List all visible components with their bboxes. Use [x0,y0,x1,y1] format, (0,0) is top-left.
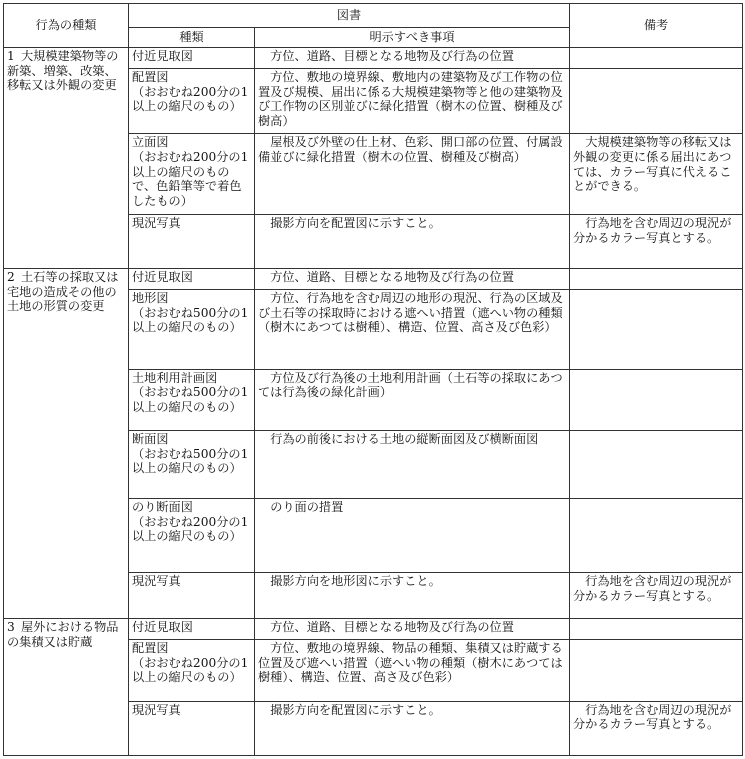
drawing-kind-name: 現況写真 [132,574,181,589]
required-items-cell: 方位、敷地の境界線、敷地内の建築物及び工作物の位置及び規模、届出に係る大規模建築物等と他の建築物及び工作物の区別並びに緑化措置（樹木の位置、樹種及び樹高） [255,69,570,134]
drawings-requirement-table [3,3,743,756]
remarks-cell [570,290,743,370]
remarks-cell [570,619,743,640]
drawing-kind-cell [129,269,255,290]
drawing-scale-note: （おおむね500分の1以上の縮尺のもの） [132,305,249,335]
remarks-cell [570,69,743,134]
drawing-kind-name: のり断面図 [132,500,193,515]
required-items-cell: のり面の措置 [255,499,570,573]
drawing-kind-name: 付近見取図 [132,49,193,63]
drawing-kind-name: 配置図 [132,641,169,656]
required-items-cell: 撮影方向を配置図に示すこと。 [255,701,570,755]
remarks-cell [570,369,743,431]
category-cell [4,269,129,619]
header-category: 行為の種類 [4,4,129,48]
drawing-kind-name: 付近見取図 [132,620,193,635]
drawing-kind-cell [129,573,255,619]
required-items-cell: 行為の前後における土地の縦断面図及び横断面図 [255,431,570,499]
drawing-scale-note: （おおむね200分の1以上の縮尺のもの） [132,84,249,114]
category-title: 大規模建築物等の新築、増築、改築、移転又は外観の変更 [7,49,119,93]
drawing-kind-name: 配置図 [132,70,169,85]
remarks-cell [570,48,743,69]
required-items-cell: 方位及び行為後の土地利用計画（土石等の採取にあつては行為後の緑化計画） [255,369,570,431]
table-row [4,48,743,69]
table-row [4,269,743,290]
drawing-kind-name: 断面図 [132,432,169,447]
drawing-kind-cell [129,431,255,499]
category-number: 3 [7,620,15,635]
required-items-cell: 方位、道路、目標となる地物及び行為の位置 [255,48,570,69]
remarks-cell [570,499,743,573]
remarks-cell: 大規模建築物等の移転又は外観の変更に係る届出にあつては、カラー写真に代えることができる。 [570,134,743,215]
category-cell [4,48,129,269]
table-row [4,619,743,640]
drawing-kind-name: 地形図 [132,291,169,306]
drawing-kind-cell [129,214,255,268]
required-items-cell: 方位、敷地の境界線、物品の種類、集積又は貯蔵する位置及び遮へい措置（遮へい物の種類（樹木にあつては樹種）、構造、位置、高さ及び色彩） [255,640,570,702]
drawing-kind-name: 土地利用計画図 [132,370,218,385]
remarks-cell [570,640,743,702]
remarks-cell: 行為地を含む周辺の現況が分かるカラー写真とする。 [570,214,743,268]
table-body [4,48,743,756]
required-items-cell: 方位、行為地を含む周辺の地形の現況、行為の区域及び土石等の採取時における遮へい措置（遮へい物の種類（樹木にあつては樹種）、構造、位置、高さ及び色彩） [255,290,570,370]
required-items-cell: 方位、道路、目標となる地物及び行為の位置 [255,619,570,640]
required-items-cell: 撮影方向を地形図に示すこと。 [255,573,570,619]
drawing-kind-cell [129,369,255,431]
category-title: 屋外における物品の集積又は貯蔵 [7,620,119,649]
remarks-cell [570,431,743,499]
category-title: 土石等の採取又は宅地の造成その他の土地の形質の変更 [7,270,119,314]
drawing-kind-cell [129,69,255,134]
header-items: 明示すべき事項 [255,28,570,48]
drawing-scale-note: （おおむね200分の1以上の縮尺のもの） [132,655,249,685]
drawing-scale-note: （おおむね200分の1以上の縮尺のもの） [132,514,249,544]
required-items-cell: 撮影方向を配置図に示すこと。 [255,214,570,268]
drawing-scale-note: （おおむね500分の1以上の縮尺のもの） [132,385,249,414]
drawing-kind-name: 立面図 [132,135,169,150]
drawing-kind-name: 付近見取図 [132,270,193,284]
category-number: 1 [7,49,15,63]
remarks-cell: 行為地を含む周辺の現況が分かるカラー写真とする。 [570,573,743,619]
drawing-kind-name: 現況写真 [132,215,181,230]
drawing-kind-cell [129,48,255,69]
header-remarks: 備考 [570,4,743,48]
category-number: 2 [7,270,15,284]
category-cell [4,619,129,756]
drawing-kind-cell [129,701,255,755]
drawing-kind-cell [129,640,255,702]
required-items-cell: 方位、道路、目標となる地物及び行為の位置 [255,269,570,290]
required-items-cell: 屋根及び外壁の仕上材、色彩、開口部の位置、付属設備並びに緑化措置（樹木の位置、樹種及び樹高） [255,134,570,215]
drawing-kind-cell [129,290,255,370]
drawing-scale-note: （おおむね500分の1以上の縮尺のもの） [132,446,249,476]
remarks-cell [570,269,743,290]
drawing-kind-cell [129,619,255,640]
remarks-cell: 行為地を含む周辺の現況が分かるカラー写真とする。 [570,701,743,755]
drawing-kind-cell [129,499,255,573]
header-drawings: 図書 [129,4,570,28]
drawing-kind-name: 現況写真 [132,702,181,717]
drawing-kind-cell [129,134,255,215]
header-kind: 種類 [129,28,255,48]
drawing-scale-note: （おおむね200分の1以上の縮尺のもので、色鉛筆等で着色したもの） [132,149,249,208]
